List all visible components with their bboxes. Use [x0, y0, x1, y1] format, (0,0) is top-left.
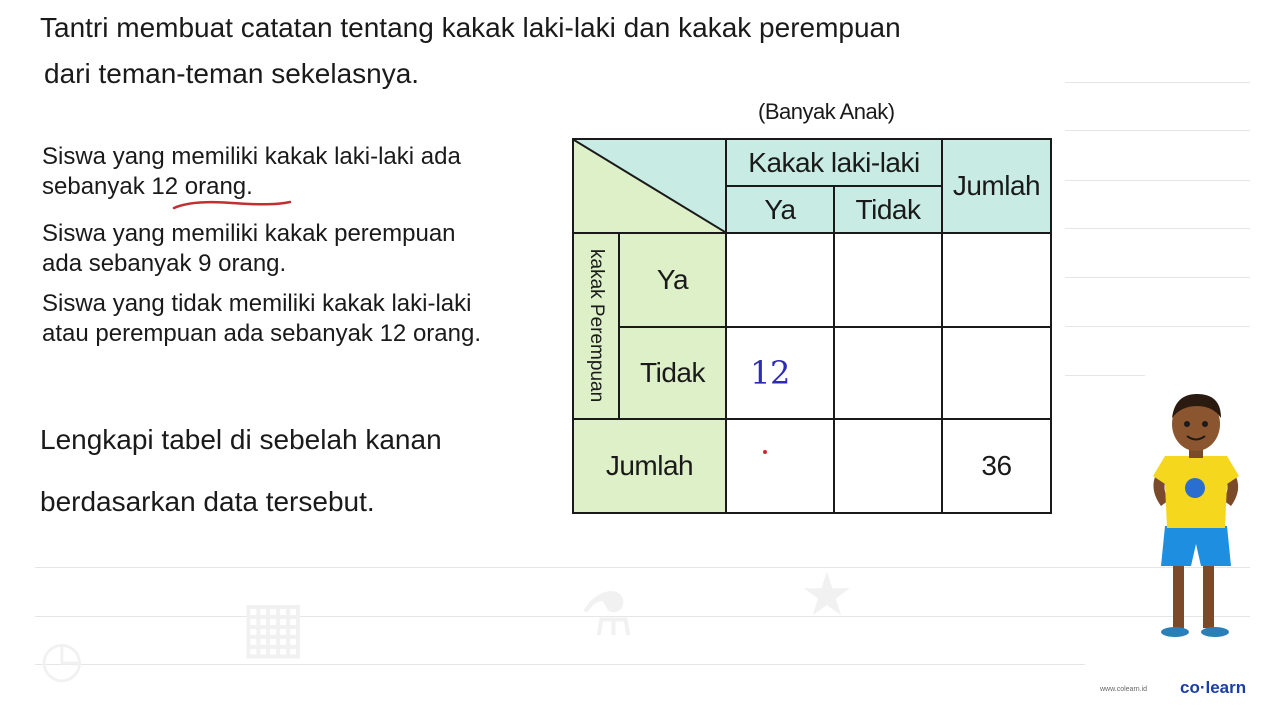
statement-text: sebanyak [42, 173, 152, 200]
cell-tidak-tidak[interactable] [833, 326, 943, 420]
clock-icon: ◷ [40, 630, 84, 688]
row-header-jumlah: Jumlah [572, 418, 727, 514]
row-group-label: kakak Perempuan [586, 249, 607, 403]
red-dot-mark [763, 450, 767, 454]
background-rule [1065, 82, 1250, 83]
cell-tidak-jumlah[interactable] [941, 326, 1052, 420]
intro-line-1: Tantri membuat catatan tentang kakak laki-laki dan kakak perempuan [40, 12, 901, 43]
highlight-count: 12 orang. [151, 173, 253, 200]
statement-girls [42, 219, 456, 279]
row-header-ya: Ya [618, 232, 727, 328]
statement-boys [42, 142, 461, 202]
cell-jumlah-tidak[interactable] [833, 418, 943, 514]
statement-line: atau perempuan ada sebanyak 12 orang. [42, 320, 481, 347]
background-rule [1065, 277, 1250, 278]
col-group-header: Kakak laki-laki [725, 138, 943, 187]
table-caption: (Banyak Anak) [758, 99, 895, 124]
instruction-line-1: Lengkapi tabel di sebelah kanan [40, 424, 442, 455]
cell-total[interactable]: 36 [941, 418, 1052, 514]
statement-line: Siswa yang tidak memiliki kakak laki-laki [42, 290, 472, 317]
cell-ya-jumlah[interactable] [941, 232, 1052, 328]
background-rule [1065, 375, 1145, 376]
flask-icon: ⚗ [580, 580, 634, 650]
statement-line: ada sebanyak 9 orang. [42, 250, 287, 277]
cell-jumlah-ya[interactable] [725, 418, 835, 514]
red-underline-annotation [172, 196, 292, 212]
watermark-url: www.colearn.id [1100, 686, 1148, 693]
instruction-line-2: berdasarkan data tersebut. [40, 486, 375, 517]
calculator-icon: ▦ [240, 585, 307, 667]
statement-neither [42, 289, 481, 349]
colearn-logo: co·learn [1180, 678, 1247, 697]
corner-cell [572, 138, 727, 234]
background-rule [1065, 130, 1250, 131]
handwritten-value: 12 [750, 354, 790, 392]
background-rule [1065, 180, 1250, 181]
diagonal-line [574, 140, 725, 232]
boy-character-illustration [1135, 388, 1260, 643]
col-header-tidak: Tidak [833, 185, 943, 234]
row-group-header [572, 232, 620, 420]
star-icon: ★ [800, 560, 854, 630]
background-rule [35, 567, 1250, 568]
intro-line-2: dari teman-teman sekelasnya. [44, 58, 420, 89]
contingency-table [572, 138, 1052, 514]
background-rule [35, 616, 1250, 617]
cell-ya-ya[interactable] [725, 232, 835, 328]
statement-line: Siswa yang memiliki kakak laki-laki ada [42, 143, 461, 170]
statement-line: Siswa yang memiliki kakak perempuan [42, 220, 456, 247]
background-rule [35, 664, 1085, 665]
row-header-tidak: Tidak [618, 326, 727, 420]
cell-ya-tidak[interactable] [833, 232, 943, 328]
col-header-jumlah: Jumlah [941, 138, 1052, 234]
cell-tidak-ya[interactable] [725, 326, 835, 420]
background-rule [1065, 326, 1250, 327]
background-rule [1065, 228, 1250, 229]
col-header-ya: Ya [725, 185, 835, 234]
